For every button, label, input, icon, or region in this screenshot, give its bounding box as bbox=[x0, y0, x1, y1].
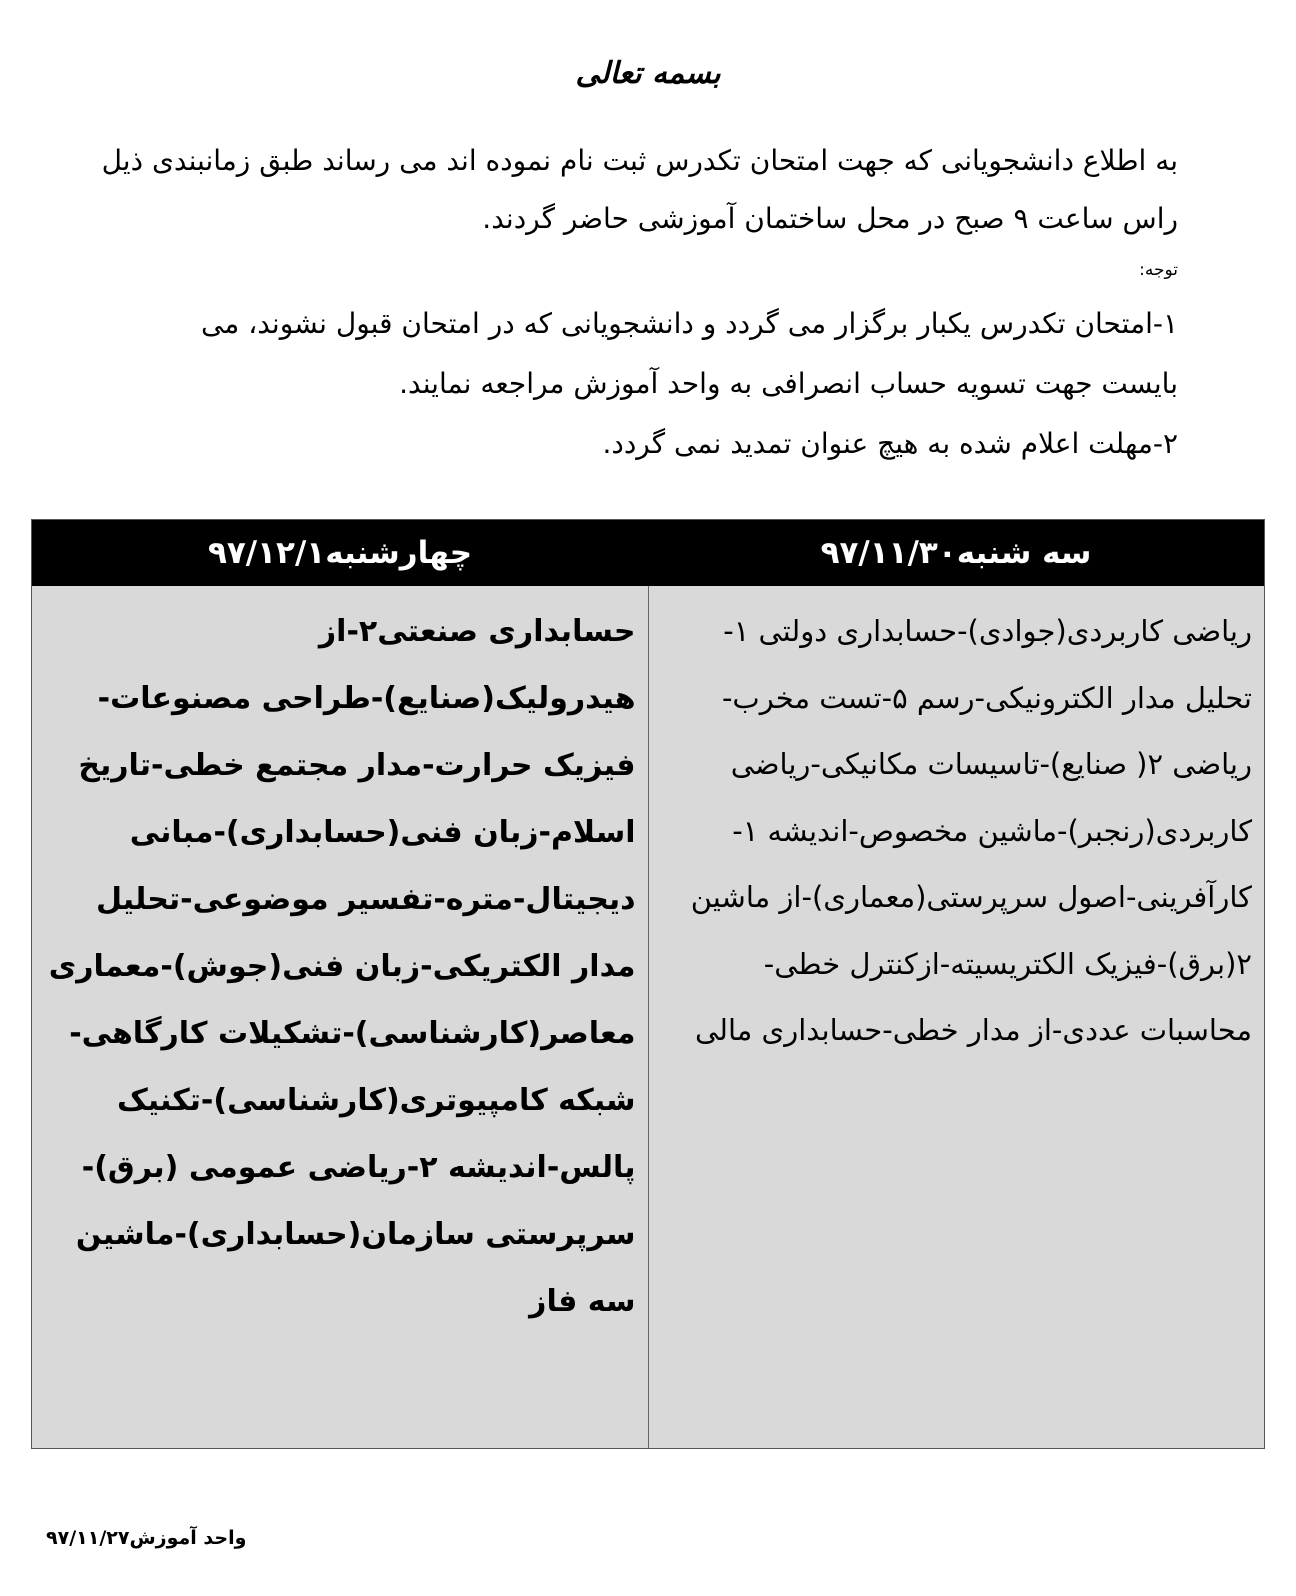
note-item: ۲-مهلت اعلام شده به هیچ عنوان تمدید نمی گردد. bbox=[602, 427, 1178, 460]
tuesday-header: سه شنبه۹۷/۱۱/۳۰ bbox=[820, 535, 1092, 571]
intro-paragraph: به اطلاع دانشجویانی که جهت امتحان تکدرس ثبت نام نموده اند می رساند طبق زمانبندی ذیل راس ساعت ۹ صبح در محل ساختمان آموزشی حاضر گردند. bbox=[101, 144, 1178, 235]
footer-signature: واحد آموزش۹۷/۱۱/۲۷ bbox=[46, 1527, 247, 1549]
note-item: ۱-امتحان تکدرس یکبار برگزار می گردد و دانشجویانی که در امتحان قبول نشوند، می بایست جهت تسویه حساب انصرافی به واحد آموزش مراجعه نمایند. bbox=[200, 307, 1178, 400]
table-row bbox=[32, 586, 1264, 1448]
notes-list bbox=[118, 294, 1178, 474]
schedule-table bbox=[31, 519, 1265, 1449]
note-label: توجه: bbox=[1139, 260, 1178, 280]
table-header-row bbox=[32, 520, 1264, 586]
heading: بسمه تعالی bbox=[575, 56, 721, 91]
wednesday-header: چهارشنبه۹۷/۱۲/۱ bbox=[207, 535, 473, 571]
wednesday-courses: حسابداری صنعتی۲-از هیدرولیک(صنایع)-طراحی مصنوعات-فیزیک حرارت-مدار مجتمع خطی-تاریخ اسلام-زبان فنی(حسابداری)-مبانی دیجیتال-متره-تفسیر موضوعی-تحلیل مدار الکتریکی-زبان فنی(جوش)-معماری معاصر(کارشناسی)-تشکیلات کارگاهی-شبکه کامپیوتری(کارشناسی)-تکنیک پالس-اندیشه ۲-ریاضی عمومی (برق)-سرپرستی سازمان(حسابداری)-ماشین سه فاز bbox=[48, 614, 636, 1319]
tuesday-courses: ریاضی کاربردی(جوادی)-حسابداری دولتی ۱-تحلیل مدار الکترونیکی-رسم ۵-تست مخرب-ریاضی ۲( صنایع)-تاسیسات مکانیکی-ریاضی کاربردی(رنجبر)-ماشین مخصوص-اندیشه ۱-کارآفرینی-اصول سرپرستی(معماری)-از ماشین ۲(برق)-فیزیک الکتریسیته-ازکنترل خطی-محاسبات عددی-از مدار خطی-حسابداری مالی bbox=[648, 586, 1265, 1448]
